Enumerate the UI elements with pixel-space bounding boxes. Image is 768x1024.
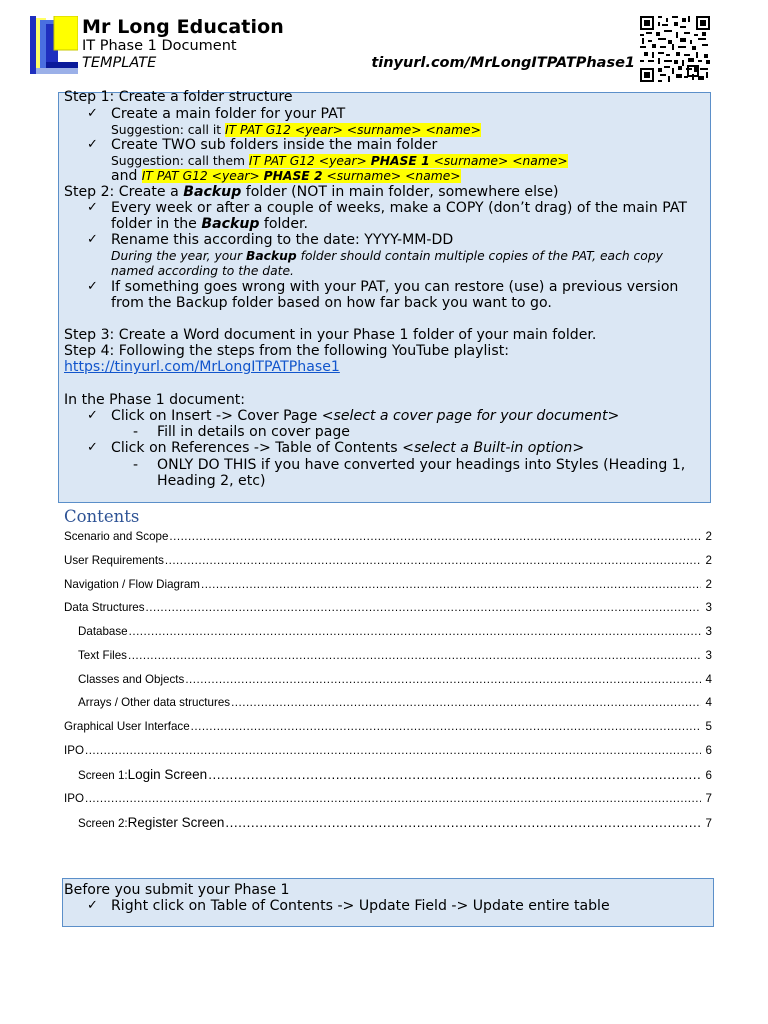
toc-substep-2: Heading 2, etc) bbox=[157, 473, 266, 489]
qr-code-icon bbox=[640, 16, 710, 82]
check-icon: ✓ bbox=[87, 232, 98, 247]
toc-entry[interactable]: IPO ..... 7 bbox=[64, 792, 712, 805]
toc-entry[interactable]: Classes and Objects ..... 4 bbox=[78, 673, 712, 686]
toc-entry[interactable]: Data Structures ..... 3 bbox=[64, 601, 712, 614]
brand-name: Mr Long Education bbox=[82, 16, 284, 38]
step-1: Step 1: Create a folder structure bbox=[64, 89, 293, 105]
step-2-2: Rename this according to the date: YYYY-MM-DD bbox=[111, 232, 454, 248]
in-phase-doc: In the Phase 1 document: bbox=[64, 392, 246, 408]
toc-entry[interactable]: Navigation / Flow Diagram ..... 2 bbox=[64, 578, 712, 591]
step-2-note-2: named according to the date. bbox=[111, 264, 294, 278]
toc-step: Click on References -> Table of Contents <select a Built-in option> bbox=[111, 440, 585, 456]
toc-entry[interactable]: User Requirements ..... 2 bbox=[64, 554, 712, 567]
toc-entry[interactable]: Screen 2: Register Screen ..... 7 bbox=[78, 815, 712, 830]
step-2-3: If something goes wrong with your PAT, you can restore (use) a previous version bbox=[111, 279, 679, 295]
dash-bullet: - bbox=[133, 424, 139, 440]
logo-icon bbox=[30, 16, 78, 74]
document-title: IT Phase 1 Document bbox=[82, 38, 237, 54]
dash-bullet: - bbox=[133, 457, 139, 473]
submit-item: Right click on Table of Contents -> Update Field -> Update entire table bbox=[111, 898, 610, 914]
step-2: Step 2: Create a Backup folder (NOT in main folder, somewhere else) bbox=[64, 184, 559, 200]
check-icon: ✓ bbox=[87, 106, 98, 121]
header-url: tinyurl.com/MrLongITPATPhase1 bbox=[371, 55, 635, 71]
step-1b-and: and IT PAT G12 <year> PHASE 2 <surname> <name> bbox=[111, 168, 461, 184]
step-2-1b: folder in the Backup folder. bbox=[111, 216, 309, 232]
folder-name-phase2: IT PAT G12 <year> PHASE 2 <surname> <name> bbox=[141, 169, 461, 183]
step-4: Step 4: Following the steps from the following YouTube playlist: bbox=[64, 343, 509, 359]
check-icon: ✓ bbox=[87, 279, 98, 294]
step-1b: Create TWO sub folders inside the main folder bbox=[111, 137, 438, 153]
check-icon: ✓ bbox=[87, 898, 98, 913]
toc-entry[interactable]: Scenario and Scope ..... 2 bbox=[64, 530, 712, 543]
step-2-note: During the year, your Backup folder should contain multiple copies of the PAT, each copy bbox=[111, 249, 663, 263]
check-icon: ✓ bbox=[87, 200, 98, 215]
step-2-1: Every week or after a couple of weeks, make a COPY (don’t drag) of the main PAT bbox=[111, 200, 688, 216]
submit-title: Before you submit your Phase 1 bbox=[64, 882, 290, 898]
step-1b-suggestion: Suggestion: call them IT PAT G12 <year> PHASE 1 <surname> <name> bbox=[111, 154, 568, 168]
folder-name-main: IT PAT G12 <year> <surname> <name> bbox=[224, 123, 481, 137]
check-icon: ✓ bbox=[87, 440, 98, 455]
document-subtitle: TEMPLATE bbox=[82, 55, 157, 71]
folder-name-phase1: IT PAT G12 <year> PHASE 1 <surname> <name> bbox=[248, 154, 568, 168]
toc-entry[interactable]: Graphical User Interface ..... 5 bbox=[64, 720, 712, 733]
toc-entry[interactable]: Arrays / Other data structures ..... 4 bbox=[78, 696, 712, 709]
toc-entry[interactable]: Screen 1: Login Screen ..... 6 bbox=[78, 767, 712, 782]
check-icon: ✓ bbox=[87, 408, 98, 423]
playlist-link[interactable]: https://tinyurl.com/MrLongITPATPhase1 bbox=[64, 359, 340, 375]
toc-entry[interactable]: Text Files ..... 3 bbox=[78, 649, 712, 662]
step-1a: Create a main folder for your PAT bbox=[111, 106, 346, 122]
step-3: Step 3: Create a Word document in your Phase 1 folder of your main folder. bbox=[64, 327, 597, 343]
toc-entry[interactable]: Database ..... 3 bbox=[78, 625, 712, 638]
cover-page-step: Click on Insert -> Cover Page <select a cover page for your document> bbox=[111, 408, 620, 424]
contents-heading: Contents bbox=[64, 507, 140, 526]
step-1a-suggestion: Suggestion: call it IT PAT G12 <year> <surname> <name> bbox=[111, 123, 481, 137]
step-2-3b: from the Backup folder based on how far back you want to go. bbox=[111, 295, 552, 311]
check-icon: ✓ bbox=[87, 137, 98, 152]
toc-entry[interactable]: IPO ..... 6 bbox=[64, 744, 712, 757]
cover-page-substep: Fill in details on cover page bbox=[157, 424, 350, 440]
toc-substep-1: ONLY DO THIS if you have converted your headings into Styles (Heading 1, bbox=[157, 457, 686, 473]
